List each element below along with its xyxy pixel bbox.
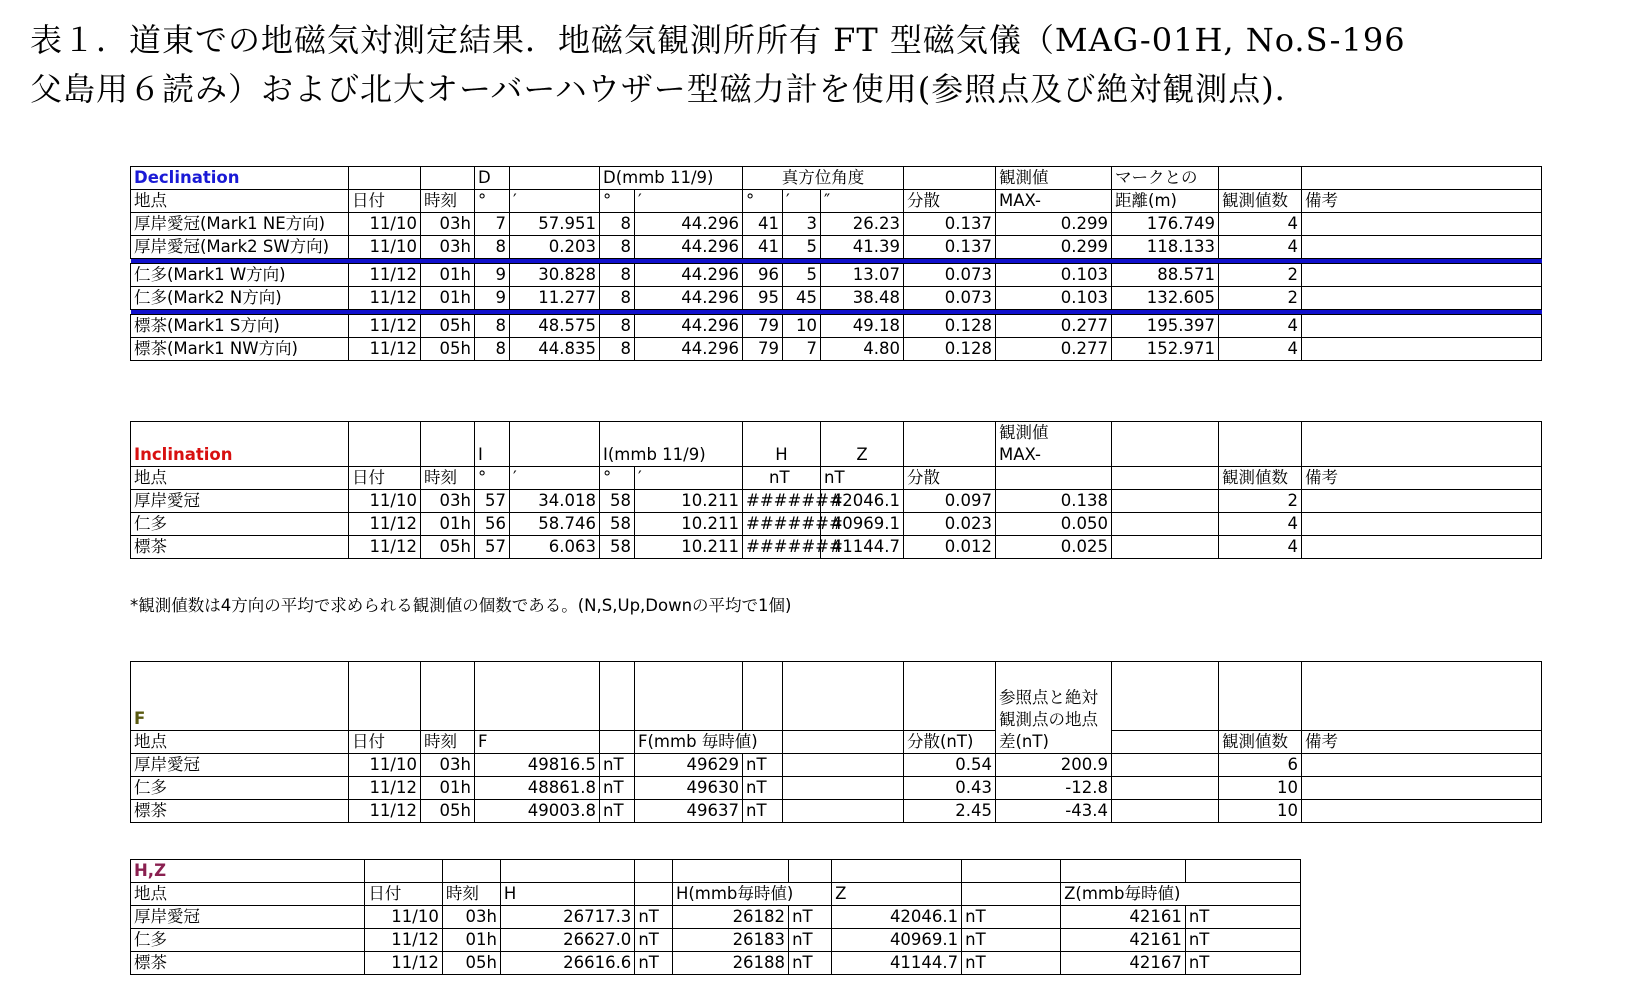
site-cell: 標茶 [131,952,365,975]
header-immb: I(mmb 11/9) [600,422,743,467]
header-sec: ″ [821,190,904,213]
header-min: ′ [510,467,600,490]
header-max: MAX- [999,445,1041,464]
header-mark: マークとの [1112,167,1219,190]
header-time: 時刻 [421,731,475,754]
header-min: ′ [635,190,743,213]
header-date: 日付 [365,883,442,906]
table-row: 仁多(Mark2 N方向) 11/12 01h 9 11.277 8 44.296 95 45 38.48 0.073 0.103 132.605 2 [131,287,1542,310]
header-variance: 分散(nT) [904,731,996,754]
header-zmmb: Z(mmb毎時値) [1061,883,1301,906]
table-row: 標茶 11/12 05h 57 6.063 58 10.211 ####### 41144.7 0.012 0.025 4 [131,536,1542,559]
header-deg: ° [475,190,510,213]
header-count: 観測値数 [1219,467,1302,490]
f-title: F [131,662,349,731]
footnote: *観測値数は4方向の平均で求められる観測値の個数である。(N,S,Up,Downの平均で1個) [130,596,792,615]
site-cell: 厚岸愛冠 [131,490,349,513]
declination-header-row-1 [131,167,1542,190]
declination-table [130,166,1542,361]
table-row: 仁多 11/12 01h 48861.8 nT 49630 nT 0.43 -12.8 10 [131,777,1542,800]
header-deg: ° [600,190,635,213]
header-site-difference: 参照点と絶対観測点の地点差(nT) [996,662,1112,754]
header-time: 時刻 [421,190,475,213]
header-deg: ° [475,467,510,490]
header-remark: 備考 [1302,731,1542,754]
header-min: ′ [635,467,743,490]
header-z: Z [821,422,904,467]
f-header-row-1 [131,662,1542,731]
table-row: 厚岸愛冠(Mark2 SW方向) 11/10 03h 8 0.203 8 44.296 41 5 41.39 0.137 0.299 118.133 4 [131,236,1542,259]
site-cell: 標茶 [131,536,349,559]
inclination-header-row-2 [131,467,1542,490]
table-row: 厚岸愛冠 11/10 03h 49816.5 nT 49629 nT 0.54 200.9 6 [131,754,1542,777]
table-row: 標茶(Mark1 S方向) 11/12 05h 8 48.575 8 44.296 79 10 49.18 0.128 0.277 195.397 4 [131,315,1542,338]
header-h: H [500,883,634,906]
site-cell: 標茶(Mark1 NW方向) [131,338,349,361]
header-h-unit: nT [743,467,821,490]
site-cell: 仁多 [131,513,349,536]
f-table [130,661,1542,823]
table-row: 仁多 11/12 01h 26627.0 nT 26183 nT 40969.1 nT 42161 nT [131,929,1301,952]
header-distance: 距離(m) [1112,190,1219,213]
table-caption [30,16,1630,114]
hz-header-row-2 [131,883,1301,906]
site-cell: 厚岸愛冠 [131,906,365,929]
table-row: 仁多 11/12 01h 56 58.746 58 10.211 ####### 40969.1 0.023 0.050 4 [131,513,1542,536]
header-true-bearing: 真方位角度 [743,167,904,190]
site-cell: 仁多 [131,929,365,952]
header-f: F [475,731,600,754]
header-z-unit: nT [821,467,904,490]
header-variance: 分散 [904,467,996,490]
header-deg: ° [743,190,783,213]
header-hmmb: H(mmb毎時値) [672,883,831,906]
header-variance: 分散 [904,190,996,213]
hz-title: H,Z [131,860,365,883]
header-count: 観測値数 [1219,190,1302,213]
site-cell: 厚岸愛冠 [131,754,349,777]
site-cell: 仁多 [131,777,349,800]
header-observed: 観測値 [999,423,1049,442]
caption-line-2: 父島用６読み）および北大オーバーハウザー型磁力計を使用(参照点及び絶対観測点)． [30,70,1308,108]
table-row: 厚岸愛冠 11/10 03h 57 34.018 58 10.211 ####### 42046.1 0.097 0.138 2 [131,490,1542,513]
header-time: 時刻 [442,883,500,906]
header-fmmb: F(mmb 毎時値) [635,731,783,754]
header-remark: 備考 [1302,190,1542,213]
header-deg: ° [600,467,635,490]
header-d: D [475,167,510,190]
header-min: ′ [783,190,821,213]
inclination-header-row-1 [131,422,1542,467]
header-remark: 備考 [1302,467,1542,490]
table-row: 仁多(Mark1 W方向) 11/12 01h 9 30.828 8 44.296 96 5 13.07 0.073 0.103 88.571 2 [131,264,1542,287]
table-row: 標茶 11/12 05h 26616.6 nT 26188 nT 41144.7 nT 42167 nT [131,952,1301,975]
header-min: ′ [510,190,600,213]
header-date: 日付 [349,190,421,213]
header-dmmb: D(mmb 11/9) [600,167,743,190]
table-row: 標茶 11/12 05h 49003.8 nT 49637 nT 2.45 -43.4 10 [131,800,1542,823]
inclination-title: Inclination [131,422,349,467]
site-cell: 標茶(Mark1 S方向) [131,315,349,338]
site-cell: 厚岸愛冠(Mark2 SW方向) [131,236,349,259]
table-row: 厚岸愛冠(Mark1 NE方向) 11/10 03h 7 57.951 8 44.296 41 3 26.23 0.137 0.299 176.749 4 [131,213,1542,236]
header-h: H [743,422,821,467]
site-cell: 仁多(Mark2 N方向) [131,287,349,310]
header-date: 日付 [349,731,421,754]
site-cell: 仁多(Mark1 W方向) [131,264,349,287]
header-site: 地点 [131,190,349,213]
caption-line-1: 表１．道東での地磁気対測定結果．地磁気観測所所有 FT 型磁気儀（MAG-01H, No.S-196 [30,21,1406,59]
header-z: Z [832,883,962,906]
table-row: 標茶(Mark1 NW方向) 11/12 05h 8 44.835 8 44.296 79 7 4.80 0.128 0.277 152.971 4 [131,338,1542,361]
header-site: 地点 [131,883,365,906]
site-cell: 厚岸愛冠(Mark1 NE方向) [131,213,349,236]
f-header-row-2 [131,731,1542,754]
header-count: 観測値数 [1219,731,1302,754]
table-row: 厚岸愛冠 11/10 03h 26717.3 nT 26182 nT 42046.1 nT 42161 nT [131,906,1301,929]
header-time: 時刻 [421,467,475,490]
inclination-table [130,421,1542,559]
hz-table [130,859,1301,975]
declination-header-row-2 [131,190,1542,213]
header-i: I [475,422,510,467]
site-cell: 標茶 [131,800,349,823]
header-max: MAX- [996,190,1112,213]
header-observed: 観測値 [996,167,1112,190]
header-site: 地点 [131,731,349,754]
header-date: 日付 [349,467,421,490]
header-site: 地点 [131,467,349,490]
hz-header-row-1 [131,860,1301,883]
declination-title: Declination [131,167,349,190]
